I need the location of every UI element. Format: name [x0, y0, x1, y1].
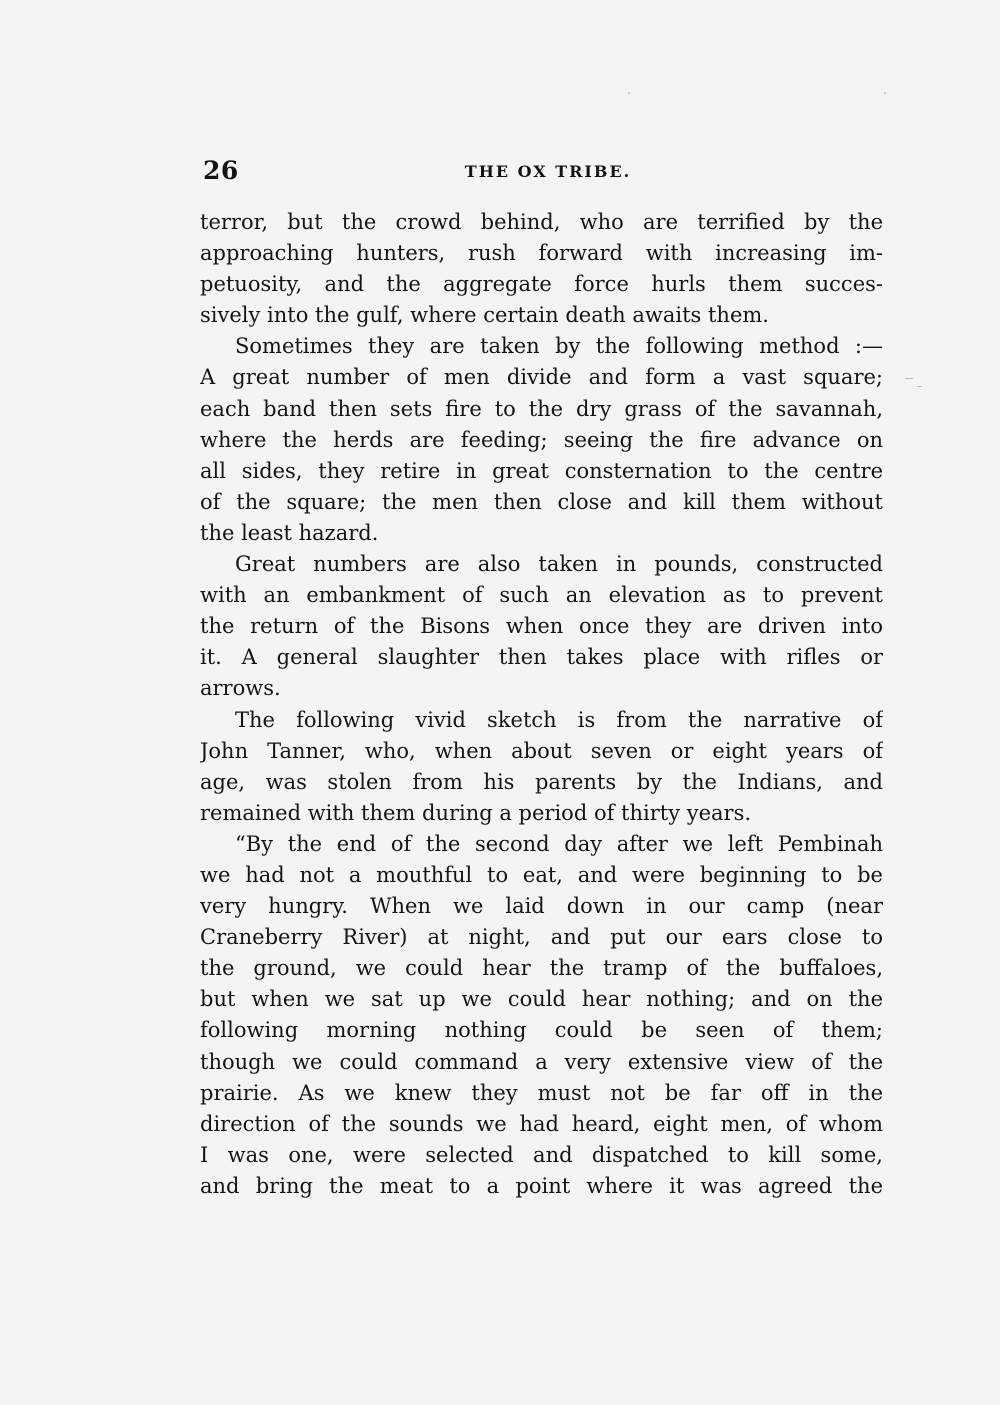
- text-line: we had not a mouthful to eat, and were beginning to be: [200, 862, 883, 887]
- text-line: A great number of men divide and form a vast square;: [200, 365, 883, 390]
- text-line: “By the end of the second day after we left Pembinah: [235, 831, 883, 856]
- text-line: the return of the Bisons when once they are driven into: [200, 614, 883, 639]
- text-line: very hungry. When we laid down in our camp (near: [200, 894, 883, 919]
- text-line: terror, but the crowd behind, who are terrified by the: [200, 210, 883, 234]
- scan-speck: [917, 386, 922, 387]
- text-line: Craneberry River) at night, and put our ears close to: [200, 925, 883, 950]
- text-line: of the square; the men then close and kill them without: [200, 489, 883, 514]
- text-line: sively into the gulf, where certain death awaits them.: [200, 303, 769, 328]
- text-line: and bring the meat to a point where it was agreed the: [200, 1173, 883, 1198]
- text-line: petuosity, and the aggregate force hurls them succes-: [200, 272, 883, 297]
- scan-speck: [905, 378, 913, 379]
- page-header: [203, 156, 883, 192]
- text-line: Sometimes they are taken by the following method :—: [235, 334, 883, 359]
- text-line: following morning nothing could be seen of them;: [200, 1018, 883, 1043]
- text-line: approaching hunters, rush forward with increasing im-: [200, 241, 883, 266]
- text-line: all sides, they retire in great consternation to the centre: [200, 458, 883, 483]
- running-title: THE OX TRIBE.: [464, 162, 632, 181]
- text-line: the ground, we could hear the tramp of the buffaloes,: [200, 956, 883, 981]
- text-line: with an embankment of such an elevation as to prevent: [200, 583, 883, 608]
- text-line: though we could command a very extensive view of the: [200, 1049, 883, 1074]
- text-line: prairie. As we knew they must not be far off in the: [200, 1080, 883, 1105]
- text-line: I was one, were selected and dispatched to kill some,: [200, 1142, 883, 1167]
- scan-speck: [884, 92, 886, 94]
- text-line: it. A general slaughter then takes place with rifles or: [200, 645, 883, 670]
- text-line: John Tanner, who, when about seven or eight years of: [200, 738, 883, 763]
- text-line: Great numbers are also taken in pounds, constructed: [235, 552, 883, 577]
- text-line: direction of the sounds we had heard, eight men, of whom: [200, 1111, 883, 1136]
- text-line: remained with them during a period of thirty years.: [200, 800, 752, 825]
- text-line: each band then sets fire to the dry grass of the savannah,: [200, 396, 883, 421]
- text-line: where the herds are feeding; seeing the fire advance on: [200, 427, 883, 452]
- scan-speck: [628, 92, 630, 94]
- body-text: [200, 207, 883, 1202]
- text-line: age, was stolen from his parents by the Indians, and: [200, 769, 883, 794]
- text-line: The following vivid sketch is from the narrative of: [235, 707, 883, 732]
- page-number: 26: [203, 156, 239, 185]
- text-line: but when we sat up we could hear nothing; and on the: [200, 987, 883, 1012]
- text-line: the least hazard.: [200, 520, 379, 545]
- text-line: arrows.: [200, 676, 281, 701]
